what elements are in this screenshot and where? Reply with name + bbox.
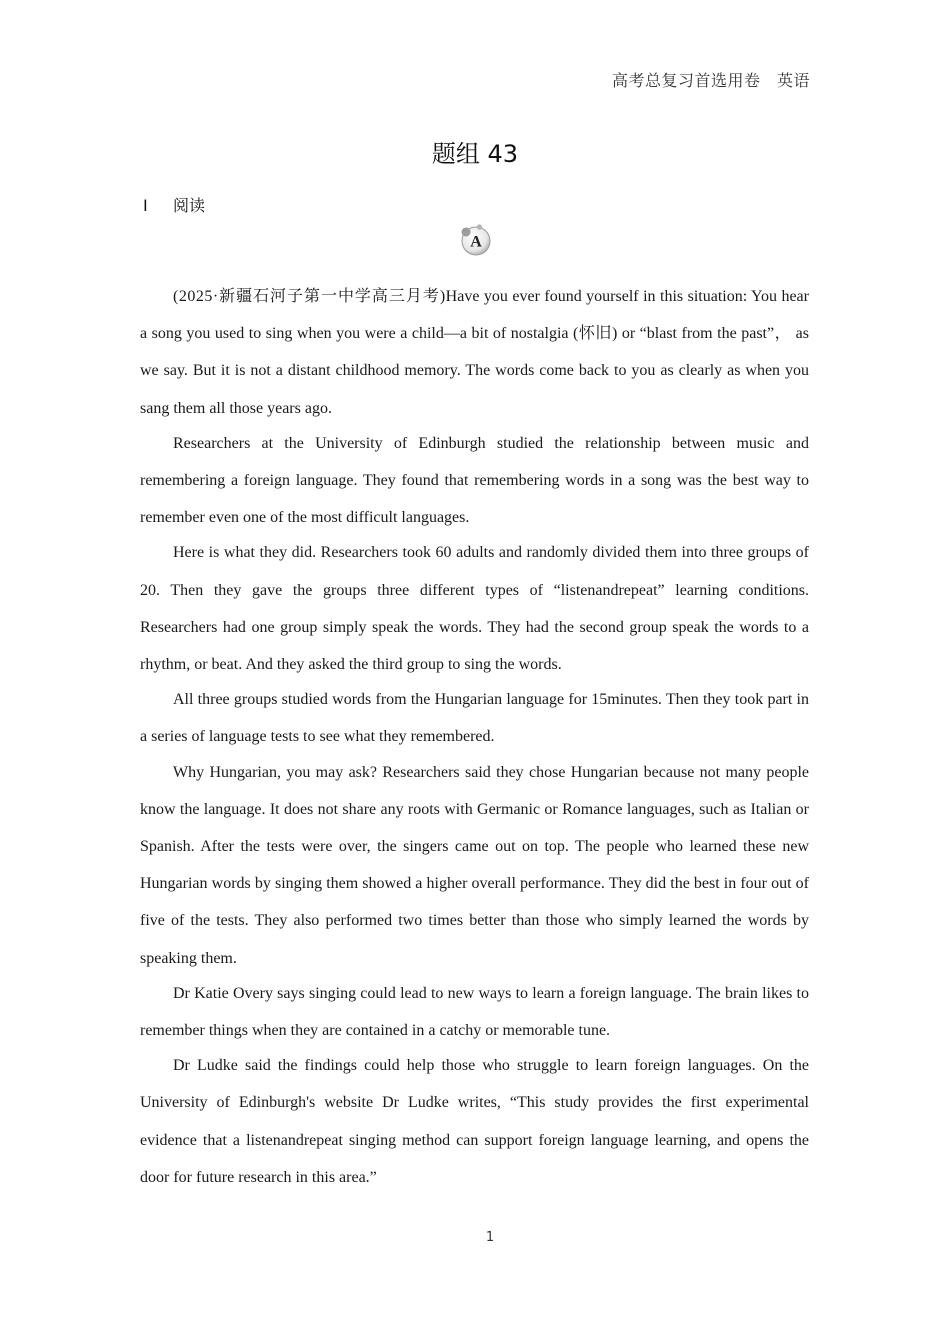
paragraph-3: Here is what they did. Researchers took 60 adults and randomly divided them into three groups of 20. Then they gave the groups three different types of “listenandrepeat” learning conditions. Researchers had one group simply speak the words. They had the second group speak the words to a rhythm, or beat. And they asked the third group to sing the words.	[140, 544, 809, 674]
reading-passage	[140, 278, 809, 1194]
source-citation: (2025·新疆石河子第一中学高三月考)	[173, 288, 446, 305]
paragraph-1	[140, 278, 809, 427]
section-heading	[143, 193, 205, 216]
paragraph-6: Dr Katie Overy says singing could lead to new ways to learn a foreign language. The brain likes to remember things when they are contained in a catchy or memorable tune.	[140, 984, 809, 1040]
paragraph-1-text: Have you ever found yourself in this situation: You hear a song you used to sing when you were a child—a bit of nostalgia (怀旧) or “blast from the past”， as we say. But it is not a distant childhood memory. The words come back to you as clearly as when you sang them all those years ago.	[140, 288, 809, 417]
paragraph-5: Why Hungarian, you may ask? Researchers said they chose Hungarian because not many people know the language. It does not share any roots with Germanic or Romance languages, such as Italian or Spanish. After the tests were over, the singers came out on top. The people who learned these new Hungarian words by singing them showed a higher overall performance. They did the best in four out of five of the tests. They also performed two times better than those who simply learned the words by speaking them.	[140, 763, 809, 967]
page-header: 高考总复习首选用卷 英语	[611, 71, 810, 90]
paragraph-4: All three groups studied words from the Hungarian language for 15minutes. Then they took part in a series of language tests to see what they remembered.	[140, 691, 809, 746]
section-label: 阅读	[173, 196, 206, 215]
paragraph-2: Researchers at the University of Edinburgh studied the relationship between music and remembering a foreign language. They found that remembering words in a song was the best way to remember even one of the most difficult languages.	[140, 434, 809, 527]
badge-letter: A	[470, 233, 482, 251]
page-title: 题组 43	[431, 140, 519, 168]
paragraph-7: Dr Ludke said the findings could help those who struggle to learn foreign languages. On the University of Edinburgh's website Dr Ludke writes, “This study provides the first experimental evidence that a listenandrepeat singing method can support foreign language learning, and opens the door for future research in this area.”	[140, 1057, 809, 1186]
section-number: Ⅰ	[143, 198, 148, 215]
passage-a-badge-icon	[458, 222, 494, 258]
page-number: 1	[485, 1230, 495, 1245]
